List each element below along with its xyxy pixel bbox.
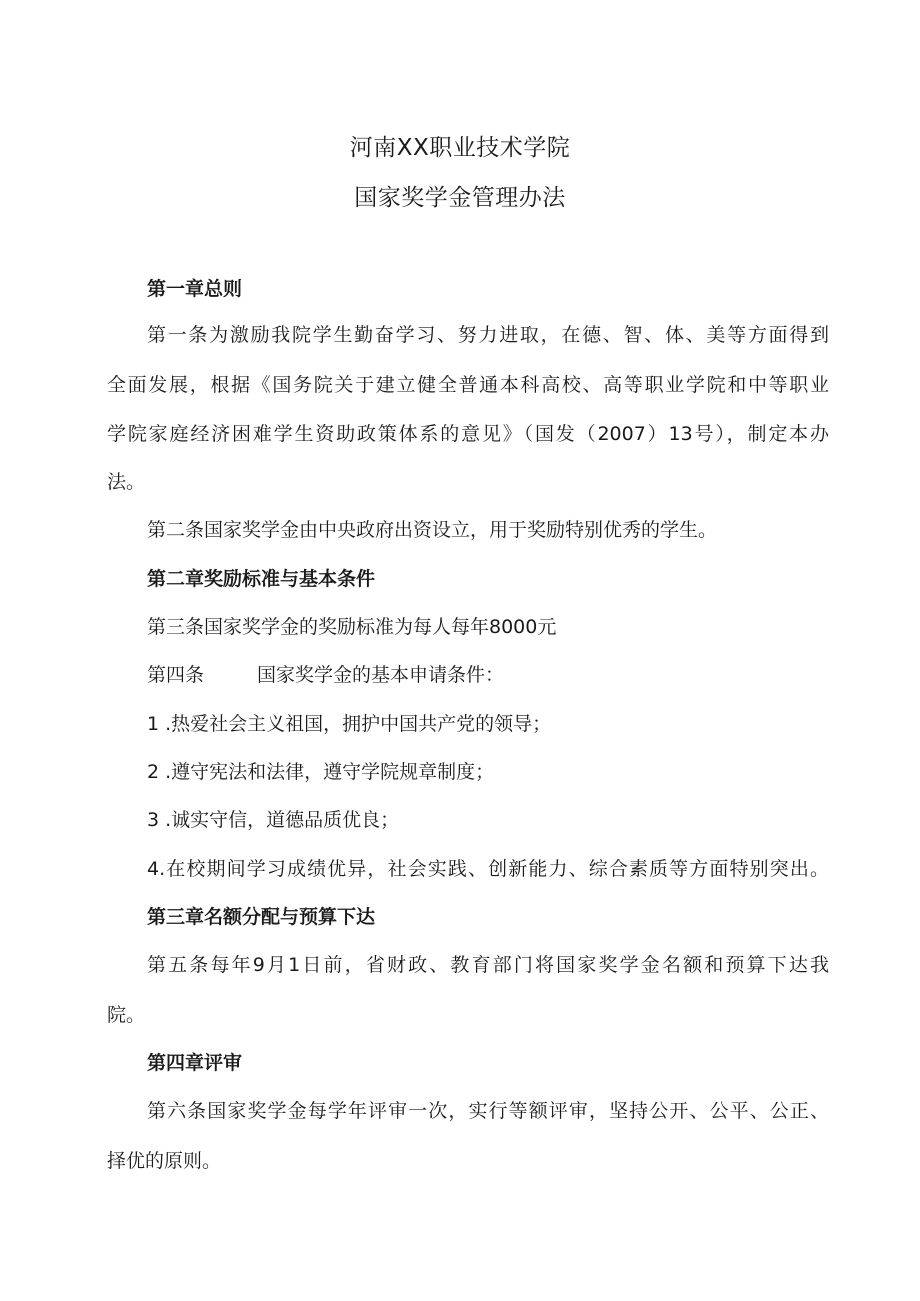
article4	[147, 662, 829, 688]
condition-item: 3 .诚实守信，道德品质优良；	[147, 809, 400, 831]
article4-text: 国家奖学金的基本申请条件：	[257, 664, 505, 686]
article2: 第二条国家奖学金由中央政府出资设立，用于奖励特别优秀的学生。	[147, 519, 718, 541]
chapter3-heading: 第三章名额分配与预算下达	[147, 906, 376, 928]
chapter4-heading: 第四章评审	[147, 1052, 243, 1074]
document-title-line2: 国家奖学金管理办法	[354, 185, 566, 211]
article1-line2: 全面发展，根据《国务院关于建立健全普通本科高校、高等职业学院和中等职业	[107, 374, 829, 396]
condition-item: 1 .热爱社会主义祖国，拥护中国共产党的领导；	[147, 713, 552, 735]
article6-line1: 第六条国家奖学金每学年评审一次，实行等额评审，坚持公开、公平、公正、	[147, 1100, 829, 1122]
article1-line4: 法。	[107, 471, 146, 493]
article1-line1: 第一条为激励我院学生勤奋学习、努力进取，在德、智、体、美等方面得到	[147, 324, 829, 346]
article3: 第三条国家奖学金的奖励标准为每人每年8000元	[147, 616, 557, 638]
chapter2-heading: 第二章奖励标准与基本条件	[147, 568, 376, 590]
condition-item: 4.在校期间学习成绩优异，社会实践、创新能力、综合素质等方面特别突出。	[147, 858, 829, 880]
condition-item: 2 .遵守宪法和法律，遵守学院规章制度；	[147, 761, 495, 783]
article5-line2: 院。	[107, 1004, 146, 1026]
article6-line2: 择优的原则。	[107, 1150, 222, 1172]
document-title-line1: 河南XX职业技术学院	[349, 135, 571, 161]
article4-label: 第四条	[147, 664, 205, 686]
article1-line3: 学院家庭经济困难学生资助政策体系的意见》（国发（2007）13号），制定本办	[107, 423, 829, 445]
chapter1-heading: 第一章总则	[147, 278, 243, 300]
article5-line1: 第五条每年9月1日前，省财政、教育部门将国家奖学金名额和预算下达我	[147, 954, 829, 976]
